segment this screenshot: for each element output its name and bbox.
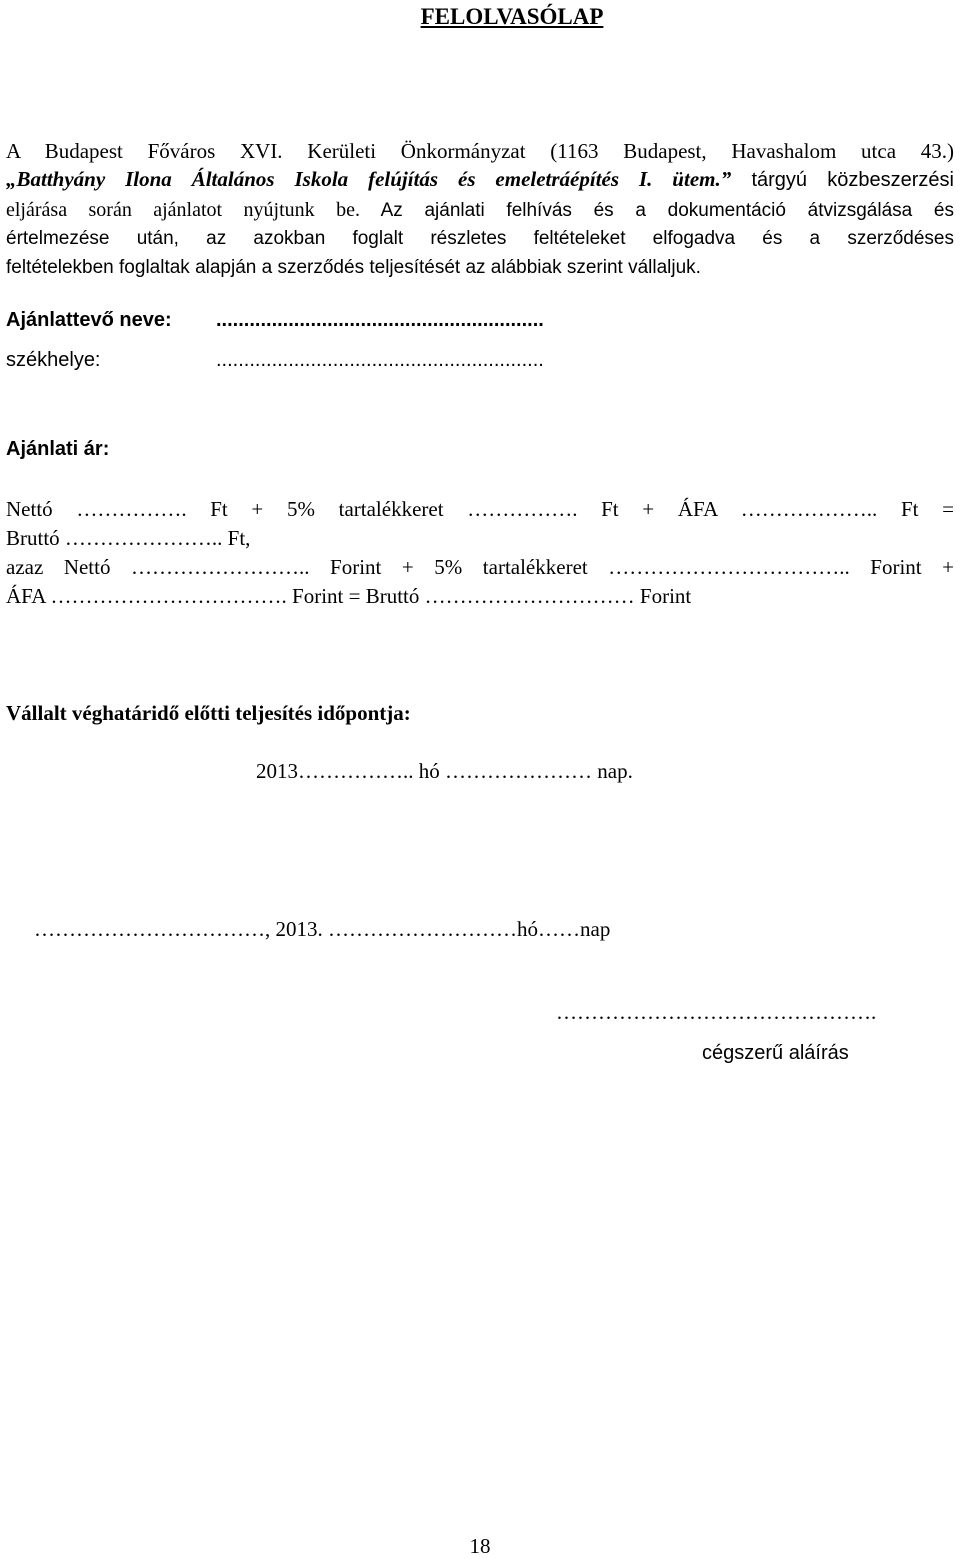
price-line-2: Bruttó ………………….. Ft, xyxy=(6,526,251,550)
intro-line-5: feltételekben foglaltak alapján a szerződés teljesítését az alábbiak szerint vállaljuk. xyxy=(6,257,701,278)
bidder-name-label: Ajánlattevő neve: xyxy=(6,309,172,331)
project-name: „Batthyány Ilona Általános Iskola felújítás és emeletráépítés I. ütem.” xyxy=(6,167,732,191)
price-line-1: Nettó ……………. Ft + 5% tartalékkeret ……………. Ft + ÁFA ……………….. Ft = xyxy=(6,497,954,521)
place-date: ……………………………, 2013. ………………………hó……nap xyxy=(34,917,611,941)
bidder-name-value: ........................................................... xyxy=(216,309,544,331)
deadline-heading: Vállalt véghatáridő előtti teljesítés időpontja: xyxy=(6,701,411,725)
price-line-3: azaz Nettó …………………….. Forint + 5% tartalékkeret …………………………….. Forint + xyxy=(6,555,954,579)
intro-line-1: A Budapest Főváros XVI. Kerületi Önkormányzat (1163 Budapest, Havashalom utca 43.) xyxy=(6,139,954,163)
signature-line: ………………………………………. xyxy=(556,1000,877,1024)
bidder-seat-value: ........................................................... xyxy=(216,349,544,371)
intro-line-2 xyxy=(6,164,954,195)
intro-line-4: értelmezése után, az azokban foglalt részletes feltételeket elfogadva és a szerződéses xyxy=(6,228,954,249)
intro-line-3-sans: Az ajánlati felhívás és a dokumentáció átvizsgálása és xyxy=(359,200,954,221)
price-heading: Ajánlati ár: xyxy=(6,438,110,460)
signature-label: cégszerű aláírás xyxy=(702,1042,849,1064)
intro-line-2-rest: tárgyú közbeszerzési xyxy=(731,169,954,191)
page-title: FELOLVASÓLAP xyxy=(420,4,604,29)
page-number: 18 xyxy=(469,1534,491,1558)
price-line-4: ÁFA ……………………………. Forint = Bruttó ………………………… Forint xyxy=(6,584,692,608)
bidder-seat-label: székhelye: xyxy=(6,349,101,371)
intro-line-3 xyxy=(6,194,954,226)
deadline-date: 2013…………….. hó ………………… nap. xyxy=(256,759,633,783)
intro-line-3-serif: eljárása során ajánlatot nyújtunk be. xyxy=(6,199,360,221)
